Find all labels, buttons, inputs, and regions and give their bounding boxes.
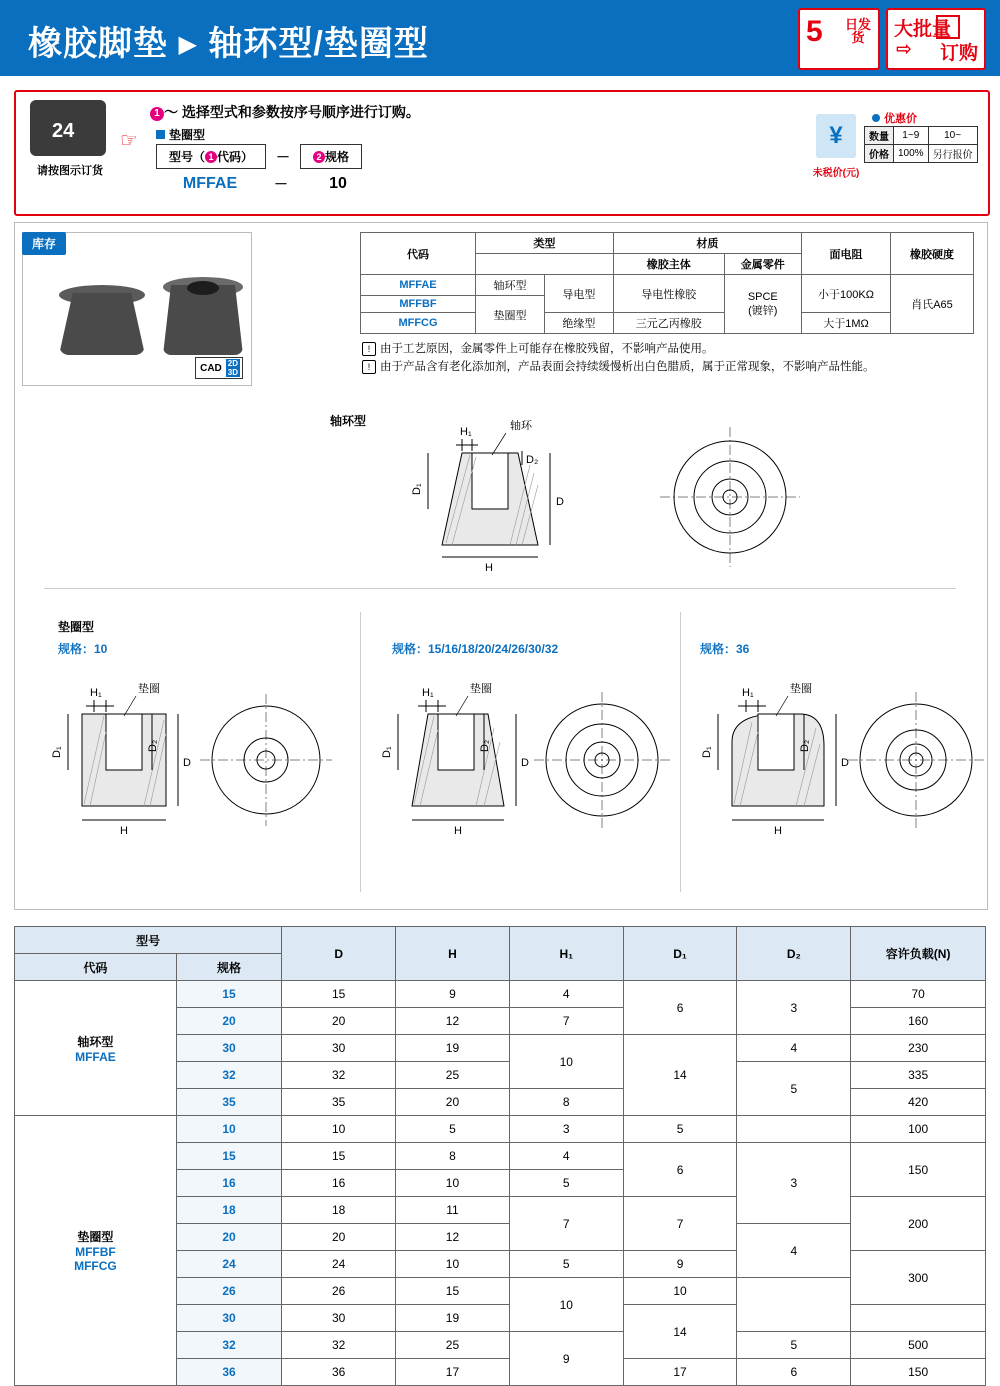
dim-group1-type: 轴环型	[77, 1034, 114, 1049]
step-number-2-inline: 2	[313, 151, 325, 163]
spec-metal-spce: SPCE (镀锌)	[724, 275, 801, 334]
dim-D2: 6	[737, 1359, 851, 1386]
washer-drawing-title: 垫圈型	[58, 620, 95, 634]
spec-conduct-type: 导电型	[544, 275, 613, 313]
spec-header-row-1	[361, 233, 974, 254]
page-subtitle: 轴环型/垫圈型	[208, 25, 429, 63]
dim-th-H1: H₁	[509, 927, 623, 981]
spec-res-low: 小于100KΩ	[802, 275, 891, 313]
spec-th-material-metal: 金属零件	[724, 254, 801, 275]
shipping-days-badge	[798, 8, 880, 70]
svg-text:H₁: H₁	[460, 426, 472, 438]
pointing-hand-icon: ☞	[120, 130, 138, 152]
order-value-row	[156, 174, 378, 194]
bulk-order-line1: 大批量	[894, 19, 952, 40]
dim-D: 26	[282, 1278, 396, 1305]
dim-H: 12	[396, 1224, 510, 1251]
material-spec-table	[360, 232, 974, 334]
dim-th-D1: D₁	[623, 927, 737, 981]
order-phone-caption: 请按图示订货	[37, 165, 103, 177]
svg-text:D₂: D₂	[799, 739, 811, 752]
dim-D: 32	[282, 1332, 396, 1359]
dim-spec: 32	[176, 1062, 281, 1089]
spec-code-cell	[300, 144, 362, 169]
spec-th-resistance: 面电阻	[802, 233, 891, 275]
yen-symbol: ¥	[829, 122, 843, 149]
dim-D: 30	[282, 1305, 396, 1332]
dim-H: 17	[396, 1359, 510, 1386]
spec-code-mffae: MFFAE	[361, 275, 476, 296]
svg-text:D₂: D₂	[479, 739, 491, 752]
dim-load: 70	[851, 981, 986, 1008]
svg-text:H₁: H₁	[742, 687, 754, 699]
dim-D: 15	[282, 981, 396, 1008]
dim-D: 24	[282, 1251, 396, 1278]
washer-drawing-spec10	[50, 672, 340, 872]
dim-D: 30	[282, 1035, 396, 1062]
dim-spec: 36	[176, 1359, 281, 1386]
dim-D2: 3	[737, 981, 851, 1035]
dim-D: 10	[282, 1116, 396, 1143]
dim-H: 25	[396, 1332, 510, 1359]
spec-th-code: 代码	[361, 233, 476, 275]
dim-D: 36	[282, 1359, 396, 1386]
price-price-2: 另行报价	[928, 145, 977, 163]
svg-text:H₁: H₁	[90, 687, 102, 699]
spec-body-conductive: 导电性橡胶	[613, 275, 724, 313]
price-price-label: 价格	[865, 145, 894, 163]
spec-row-mffae	[361, 275, 974, 296]
spec-body-epdm: 三元乙丙橡胶	[613, 313, 724, 334]
dim-load: 150	[851, 1359, 986, 1386]
dim-load: 335	[851, 1062, 986, 1089]
model-code-prefix: 型号（	[169, 150, 206, 164]
dim-H: 5	[396, 1116, 510, 1143]
price-row-price	[865, 145, 978, 163]
order-code-row	[156, 144, 362, 169]
dim-spec: 15	[176, 981, 281, 1008]
svg-text:D₁: D₁	[411, 483, 423, 495]
telephone-icon	[30, 100, 106, 156]
dim-th-model: 型号	[15, 927, 282, 954]
dim-th-code: 代码	[15, 954, 177, 981]
dim-H: 25	[396, 1062, 510, 1089]
dim-D1: 14	[623, 1035, 737, 1116]
order-value-spec: 10	[329, 175, 347, 192]
dim-D1: 9	[623, 1251, 737, 1278]
dim-spec: 20	[176, 1224, 281, 1251]
cad-formats	[226, 359, 240, 377]
price-qty-label: 数量	[865, 127, 894, 145]
title-arrow-icon: ▶	[178, 31, 198, 58]
cad-download-badge[interactable]	[195, 357, 243, 379]
order-value-dash: －	[274, 176, 288, 192]
dim-header-row-1	[15, 927, 986, 954]
dim-H: 15	[396, 1278, 510, 1305]
dim-spec: 35	[176, 1089, 281, 1116]
dim-load: 200	[851, 1197, 986, 1251]
price-currency-caption: 未税价(元)	[812, 168, 860, 179]
dim-H1: 10	[509, 1278, 623, 1332]
dim-th-spec: 规格	[176, 954, 281, 981]
svg-text:D₁: D₁	[701, 746, 713, 758]
spec-hardness-value: 肖氏A65	[891, 275, 974, 334]
price-row-qty	[865, 127, 978, 145]
svg-text:轴环: 轴环	[510, 420, 532, 432]
dim-H: 10	[396, 1170, 510, 1197]
svg-text:D₂: D₂	[526, 454, 539, 466]
dim-group2-code1: MFFBF	[75, 1245, 116, 1259]
dim-D: 15	[282, 1143, 396, 1170]
bulk-arrow-icon: ⇨	[896, 39, 912, 60]
code-dash: －	[276, 148, 291, 165]
dim-H: 19	[396, 1305, 510, 1332]
table-row	[15, 981, 986, 1008]
bulk-order-line2: 订购	[940, 43, 979, 64]
dim-group2-label	[15, 1116, 177, 1386]
dim-H: 9	[396, 981, 510, 1008]
dim-spec: 18	[176, 1197, 281, 1224]
dim-spec: 26	[176, 1278, 281, 1305]
spec-code-text: 规格	[325, 150, 350, 164]
spec-type-collar: 轴环型	[476, 275, 545, 296]
dim-H: 20	[396, 1089, 510, 1116]
dim-spec: 15	[176, 1143, 281, 1170]
svg-text:D₁: D₁	[381, 746, 393, 758]
dim-load: 300	[851, 1251, 986, 1305]
dim-H: 11	[396, 1197, 510, 1224]
svg-text:H: H	[120, 825, 128, 837]
product-foot-b-hole	[187, 281, 219, 295]
cad-label: CAD	[200, 362, 222, 374]
dim-group2-type: 垫圈型	[77, 1230, 114, 1244]
note-1	[362, 340, 875, 358]
dim-D1: 5	[623, 1116, 737, 1143]
telephone-24h-label: 24	[52, 120, 75, 142]
dim-group1-label	[15, 981, 177, 1116]
spec-th-material: 材质	[613, 233, 801, 254]
spec-code-mffbf: MFFBF	[361, 296, 476, 313]
dim-D: 32	[282, 1062, 396, 1089]
price-title-text: 优惠价	[884, 113, 917, 125]
product-foot-a	[59, 293, 145, 355]
dim-load: 160	[851, 1008, 986, 1035]
spec-code-mffcg: MFFCG	[361, 313, 476, 334]
dim-spec: 30	[176, 1035, 281, 1062]
price-table	[864, 126, 978, 163]
step-number-1: 1	[150, 107, 164, 121]
svg-text:D: D	[183, 757, 191, 769]
dim-H1: 10	[509, 1035, 623, 1089]
dim-H1: 4	[509, 981, 623, 1008]
dimension-table	[14, 926, 986, 1386]
dim-D1: 10	[623, 1278, 737, 1305]
dim-D2	[737, 1278, 851, 1332]
header-badges	[798, 8, 986, 70]
dim-D2: 5	[737, 1332, 851, 1359]
dim-D2: 4	[737, 1224, 851, 1278]
dim-H1: 7	[509, 1197, 623, 1251]
svg-text:D: D	[841, 757, 849, 769]
washer-spec-group-1: 规格：10	[58, 642, 108, 656]
dim-spec: 20	[176, 1008, 281, 1035]
order-type-text: 垫圈型	[169, 128, 206, 142]
dim-D: 16	[282, 1170, 396, 1197]
price-title	[872, 110, 917, 126]
dim-D1: 7	[623, 1197, 737, 1251]
dim-H1: 5	[509, 1251, 623, 1278]
shipping-days-text: 日发货	[844, 17, 871, 45]
dim-th-D2: D₂	[737, 927, 851, 981]
dim-H1: 5	[509, 1170, 623, 1197]
collar-drawing-title: 轴环型	[330, 414, 367, 428]
dim-H1: 7	[509, 1008, 623, 1035]
svg-text:H₁: H₁	[422, 687, 434, 699]
dim-H1: 8	[509, 1089, 623, 1116]
svg-text:H: H	[774, 825, 782, 837]
washer-spec-group-2: 规格：15/16/18/20/24/26/30/32	[392, 642, 559, 656]
dim-spec: 24	[176, 1251, 281, 1278]
product-foot-b	[163, 285, 243, 355]
spec-insulate-type: 绝缘型	[544, 313, 613, 334]
svg-text:H: H	[454, 825, 462, 837]
svg-text:垫圈: 垫圈	[470, 683, 492, 695]
model-code-cell	[156, 144, 266, 169]
svg-text:垫圈: 垫圈	[138, 683, 160, 695]
dim-th-D: D	[282, 927, 396, 981]
page-title	[28, 16, 429, 65]
washer-drawing-spec36	[700, 672, 990, 872]
svg-text:D₁: D₁	[51, 746, 63, 758]
note-marker-icon-1: !	[362, 342, 376, 356]
dim-D: 20	[282, 1224, 396, 1251]
dim-D2: 3	[737, 1143, 851, 1224]
dim-load: 100	[851, 1116, 986, 1143]
order-type-line	[156, 126, 205, 143]
washer-drawing-spec-mid	[380, 672, 680, 872]
bullet-dot-icon	[872, 114, 880, 122]
dim-load: 150	[851, 1143, 986, 1197]
collar-drawing	[410, 405, 870, 575]
dim-load: 420	[851, 1089, 986, 1116]
note-marker-icon-2: !	[362, 360, 376, 374]
spec-th-material-body: 橡胶主体	[613, 254, 724, 275]
notes-block	[362, 340, 875, 376]
svg-text:D₂: D₂	[147, 739, 159, 752]
spec-th-type-sub	[476, 254, 614, 275]
dim-load: 230	[851, 1035, 986, 1062]
dim-H: 19	[396, 1035, 510, 1062]
dim-D2: 5	[737, 1062, 851, 1116]
yen-icon	[816, 114, 856, 158]
dim-H: 12	[396, 1008, 510, 1035]
dim-D2	[737, 1116, 851, 1143]
product-photo	[22, 232, 252, 386]
note-2-text: 由于产品含有老化添加剂，产品表面会持续缓慢析出白色腊质，属于正常现象，不影响产品性能。	[380, 361, 875, 373]
price-qty-2: 10~	[928, 127, 977, 145]
table-row	[15, 1116, 986, 1143]
note-2	[362, 358, 875, 376]
price-price-1: 100%	[894, 145, 929, 163]
section-divider	[44, 588, 956, 589]
bulk-order-badge	[886, 8, 986, 70]
dim-H: 8	[396, 1143, 510, 1170]
price-qty-1: 1~9	[894, 127, 929, 145]
model-code-suffix: 代码）	[217, 150, 254, 164]
dim-spec: 32	[176, 1332, 281, 1359]
dim-D2: 4	[737, 1035, 851, 1062]
dim-load: 500	[851, 1332, 986, 1359]
dim-load	[851, 1305, 986, 1332]
cad-2d-label: 2D	[227, 359, 238, 368]
dim-H1: 4	[509, 1143, 623, 1170]
svg-text:H: H	[485, 562, 493, 574]
shipping-days-number: 5	[806, 15, 823, 48]
page-title-main: 橡胶脚垫	[28, 25, 168, 63]
spec-row-mffcg	[361, 313, 974, 334]
spec-th-type: 类型	[476, 233, 614, 254]
dim-H1: 3	[509, 1116, 623, 1143]
step-number-1-inline: 1	[205, 151, 217, 163]
spec-th-hardness: 橡胶硬度	[891, 233, 974, 275]
cad-3d-label: 3D	[227, 368, 238, 377]
dim-D1: 17	[623, 1359, 737, 1386]
box-icon	[936, 15, 960, 39]
dim-H1: 9	[509, 1332, 623, 1386]
dim-spec: 30	[176, 1305, 281, 1332]
vertical-divider-2	[680, 612, 681, 892]
stock-badge: 库存	[22, 232, 66, 255]
dim-D1: 6	[623, 1143, 737, 1197]
dim-group1-code: MFFAE	[75, 1049, 116, 1064]
dim-D: 20	[282, 1008, 396, 1035]
order-instructions-box	[14, 90, 990, 216]
order-step-line	[150, 102, 420, 122]
dim-H: 10	[396, 1251, 510, 1278]
dim-D: 18	[282, 1197, 396, 1224]
spec-type-washer: 垫圈型	[476, 296, 545, 334]
dim-th-load: 容许负载(N)	[851, 927, 986, 981]
dim-group2-code2: MFFCG	[74, 1259, 117, 1273]
square-bullet-icon	[156, 130, 165, 139]
dim-D1: 14	[623, 1305, 737, 1359]
dim-spec: 10	[176, 1116, 281, 1143]
washer-spec-group-3: 规格：36	[700, 642, 750, 656]
spec-res-high: 大于1MΩ	[802, 313, 891, 334]
dim-D: 35	[282, 1089, 396, 1116]
note-1-text: 由于工艺原因，金属零件上可能存在橡胶残留，不影响产品使用。	[380, 343, 714, 355]
order-step-text: ～ 选择型式和参数按序号顺序进行订购。	[164, 104, 420, 120]
vertical-divider-1	[360, 612, 361, 892]
order-value-model: MFFAE	[182, 175, 238, 192]
dim-spec: 16	[176, 1170, 281, 1197]
dim-th-H: H	[396, 927, 510, 981]
page-header	[0, 0, 1000, 76]
svg-text:D: D	[521, 757, 529, 769]
dim-D1: 6	[623, 981, 737, 1035]
svg-text:垫圈: 垫圈	[790, 683, 812, 695]
svg-text:D: D	[556, 496, 564, 508]
